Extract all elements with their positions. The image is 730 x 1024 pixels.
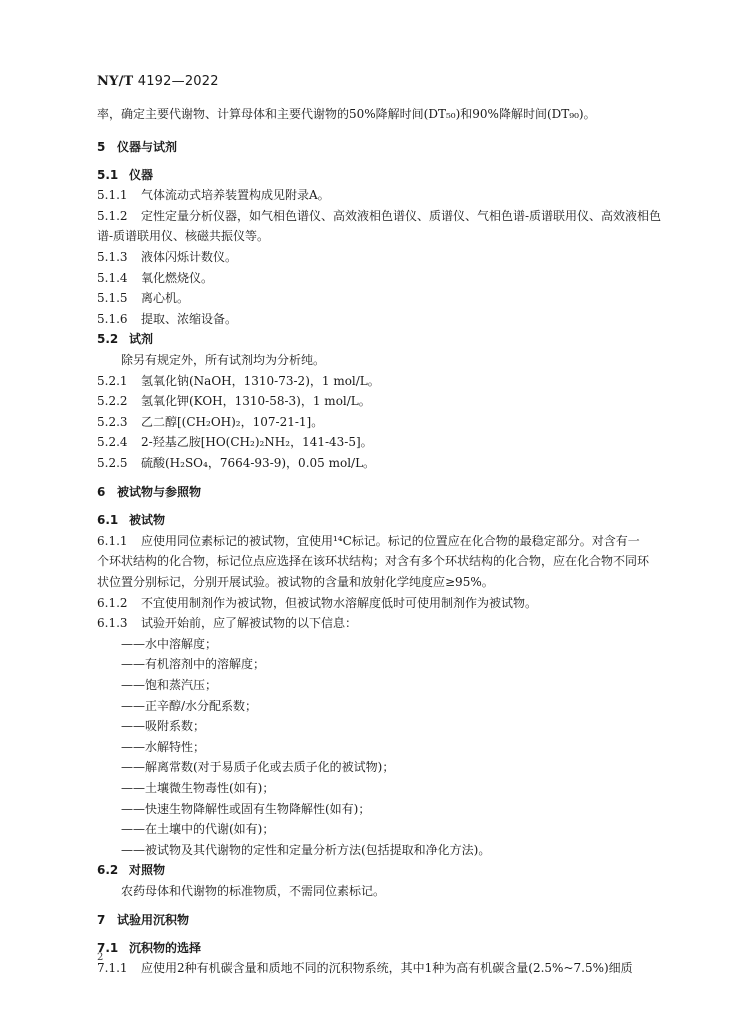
text-line-s515 [97,290,189,306]
text-line-s711 [97,960,633,976]
text-line-s514 [97,270,213,286]
section-text: 仪器与试剂 [117,140,178,154]
section-text: 对照物 [129,863,166,877]
text-line-s62 [97,862,165,878]
paragraph-text: 率，确定主要代谢物、计算母体和主要代谢物的50%降解时间(DT₅₀)和90%降解时间(DT₉₀)。 [97,107,596,121]
text-line-d4 [121,698,257,714]
paragraph-text: ——水解特性； [121,740,206,754]
section-number: 5.2 [97,332,119,346]
text-line-s611b [97,553,649,569]
section-text: 2-羟基乙胺[HO(CH₂)₂NH₂，141-43-5]。 [141,435,373,449]
text-line-d5 [121,718,205,734]
standard-header [97,74,219,89]
text-line-s52 [97,331,153,347]
section-number: 7.1.1 [97,961,128,975]
text-line-d9 [121,801,370,817]
section-text: 沉积物的选择 [129,941,202,955]
section-number: 6.1.2 [97,596,128,610]
paragraph-text: ——土壤微生物毒性(如有)； [121,781,275,795]
text-line-s62t [121,883,385,899]
text-line-s611c [97,574,494,590]
section-text: 应使用2种有机碳含量和质地不同的沉积物系统，其中1种为高有机碳含量(2.5%~7.5%)细质 [141,961,633,975]
section-text: 氧化燃烧仪。 [141,271,214,285]
text-line-s612 [97,595,537,611]
text-line-d8 [121,780,274,796]
section-number: 5.2.5 [97,456,128,470]
section-number: 6.1.1 [97,534,128,548]
text-line-s613 [97,615,357,631]
text-line-s513 [97,249,237,265]
section-number: 5.1.3 [97,250,128,264]
text-line-s524 [97,434,373,450]
text-line-s5 [97,139,177,155]
section-number: 6.1 [97,513,119,527]
section-number: 5.2.4 [97,435,128,449]
text-line-s516 [97,311,237,327]
section-text: 提取、浓缩设备。 [141,312,238,326]
section-number: 6.1.3 [97,616,128,630]
section-number: 5.1.6 [97,312,128,326]
section-number: 5 [97,140,106,154]
section-text: 液体闪烁计数仪。 [141,250,238,264]
text-line-s511 [97,187,330,203]
section-text: 硫酸(H₂SO₄，7664-93-9)，0.05 mol/L。 [141,456,376,470]
text-line-l1 [97,106,596,122]
text-line-d11 [121,842,490,858]
text-line-d7 [121,759,394,775]
section-number: 5.1.2 [97,209,128,223]
section-text: 试剂 [129,332,154,346]
section-text: 不宜使用制剂作为被试物，但被试物水溶解度低时可使用制剂作为被试物。 [141,596,538,610]
section-text: 氢氧化钾(KOH，1310-58-3)，1 mol/L。 [141,394,371,408]
section-number: 5.2.3 [97,415,128,429]
paragraph-text: ——饱和蒸汽压； [121,678,218,692]
paragraph-text: ——有机溶剂中的溶解度； [121,657,266,671]
section-text: 离心机。 [141,291,190,305]
paragraph-text: 农药母体和代谢物的标准物质，不需同位素标记。 [121,884,386,898]
standard-number: 4192—2022 [137,74,219,89]
section-number: 6 [97,485,106,499]
section-number: 7 [97,913,106,927]
text-line-s61 [97,512,165,528]
text-line-d3 [121,677,217,693]
text-line-s512b [97,228,269,244]
paragraph-text: ——被试物及其代谢物的定性和定量分析方法(包括提取和净化方法)。 [121,843,491,857]
paragraph-text: ——快速生物降解性或固有生物降解性(如有)； [121,802,371,816]
text-line-s512 [97,208,661,224]
section-number: 6.2 [97,863,119,877]
text-line-d2 [121,656,265,672]
text-line-s52t [121,352,325,368]
section-number: 5.2.2 [97,394,128,408]
section-number: 7.1 [97,941,119,955]
section-text: 气体流动式培养装置构成见附录A。 [141,188,330,202]
text-line-s521 [97,373,380,389]
section-text: 试验用沉积物 [117,913,190,927]
paragraph-text: ——正辛醇/水分配系数； [121,699,258,713]
section-text: 仪器 [129,168,154,182]
paragraph-text: 谱-质谱联用仪、核磁共振仪等。 [97,229,270,243]
paragraph-text: ——吸附系数； [121,719,206,733]
text-line-s51 [97,167,153,183]
section-number: 5.1.1 [97,188,128,202]
section-number: 5.1 [97,168,119,182]
section-text: 被试物 [129,513,166,527]
section-text: 定性定量分析仪器，如气相色谱仪、高效液相色谱仪、质谱仪、气相色谱-质谱联用仪、高效液相色 [141,209,662,223]
text-line-d1 [121,636,217,652]
paragraph-text: ——水中溶解度； [121,637,218,651]
section-number: 5.1.5 [97,291,128,305]
text-line-s611 [97,533,640,549]
text-line-s71 [97,940,201,956]
paragraph-text: 除另有规定外，所有试剂均为分析纯。 [121,353,326,367]
text-line-s522 [97,393,371,409]
section-text: 应使用同位素标记的被试物，宜使用¹⁴C标记。标记的位置应在化合物的最稳定部分。对含有一 [141,534,640,548]
paragraph-text: ——解离常数(对于易质子化或去质子化的被试物)； [121,760,395,774]
text-line-d10 [121,821,274,837]
section-number: 5.2.1 [97,374,128,388]
section-text: 乙二醇[(CH₂OH)₂，107-21-1]。 [141,415,324,429]
text-line-d6 [121,739,205,755]
text-line-s525 [97,455,375,471]
page-number: 2 [97,952,104,963]
section-text: 被试物与参照物 [117,485,202,499]
section-text: 试验开始前，应了解被试物的以下信息： [141,616,358,630]
text-line-s523 [97,414,323,430]
section-number: 5.1.4 [97,271,128,285]
section-text: 氢氧化钠(NaOH，1310-73-2)，1 mol/L。 [141,374,380,388]
paragraph-text: 个环状结构的化合物，标记位点应选择在该环状结构；对含有多个环状结构的化合物，应在化合物不同环 [97,554,650,568]
text-line-s6 [97,484,201,500]
paragraph-text: 状位置分别标记，分别开展试验。被试物的含量和放射化学纯度应≥95%。 [97,575,494,589]
text-line-s7 [97,912,189,928]
standard-code: NY/T [97,74,134,89]
paragraph-text: ——在土壤中的代谢(如有)； [121,822,275,836]
